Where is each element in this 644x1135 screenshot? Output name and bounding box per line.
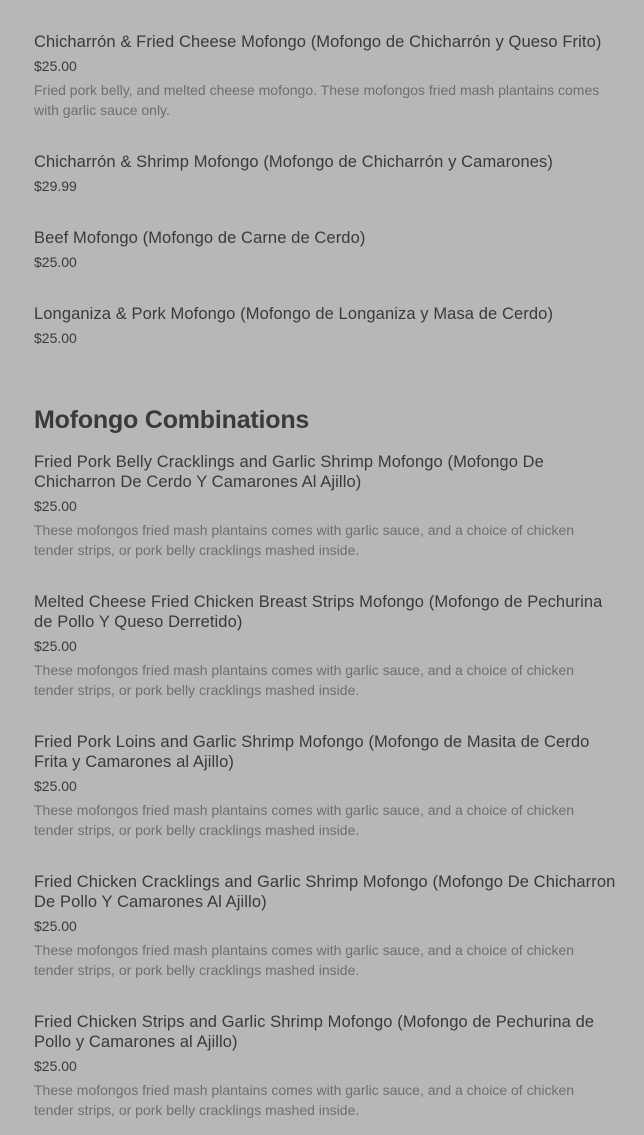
menu-item-price: $29.99: [34, 178, 77, 194]
menu-item-price: $25.00: [34, 778, 77, 794]
menu-item-name: Melted Cheese Fried Chicken Breast Strips Mofongo (Mofongo de Pechurina de Pollo Y Queso Derretido): [34, 593, 603, 631]
menu-item-name: Chicharrón & Fried Cheese Mofongo (Mofongo de Chicharrón y Queso Frito): [34, 33, 602, 51]
menu-item[interactable]: [34, 872, 616, 980]
menu-item-price: $25.00: [34, 498, 77, 514]
menu-item-name: Fried Chicken Strips and Garlic Shrimp Mofongo (Mofongo de Pechurina de Pollo y Camarones al Ajillo): [34, 1013, 595, 1051]
menu-item-name: Longaniza & Pork Mofongo (Mofongo de Longaniza y Masa de Cerdo): [34, 305, 554, 323]
menu-item-name: Beef Mofongo (Mofongo de Carne de Cerdo): [34, 229, 366, 247]
menu-item-name: Fried Pork Belly Cracklings and Garlic Shrimp Mofongo (Mofongo De Chicharron De Cerdo Y Camarones Al Ajillo): [34, 453, 544, 491]
menu-item[interactable]: [34, 304, 616, 347]
menu-item-description: These mofongos fried mash plantains comes with garlic sauce, and a choice of chicken tender strips, or pork belly cracklings mashed inside.: [34, 522, 575, 558]
menu-item-price: $25.00: [34, 638, 77, 654]
menu-item-price: $25.00: [34, 254, 77, 270]
menu-item-price: $25.00: [34, 1058, 77, 1074]
menu-item-description: These mofongos fried mash plantains comes with garlic sauce, and a choice of chicken tender strips, or pork belly cracklings mashed inside.: [34, 802, 575, 838]
menu-item-name: Fried Pork Loins and Garlic Shrimp Mofongo (Mofongo de Masita de Cerdo Frita y Camarones al Ajillo): [34, 733, 590, 771]
section-title: Mofongo Combinations: [34, 406, 310, 434]
menu-item-description: These mofongos fried mash plantains comes with garlic sauce, and a choice of chicken tender strips, or pork belly cracklings mashed inside.: [34, 1082, 575, 1118]
menu-item-name: Fried Chicken Cracklings and Garlic Shrimp Mofongo (Mofongo De Chicharron De Pollo Y Camarones Al Ajillo): [34, 873, 616, 911]
menu-item[interactable]: [34, 732, 616, 840]
menu-item-description: These mofongos fried mash plantains comes with garlic sauce, and a choice of chicken tender strips, or pork belly cracklings mashed inside.: [34, 662, 575, 698]
menu-item-description: These mofongos fried mash plantains comes with garlic sauce, and a choice of chicken tender strips, or pork belly cracklings mashed inside.: [34, 942, 575, 978]
menu-item-price: $25.00: [34, 330, 77, 346]
menu-item[interactable]: [34, 592, 616, 700]
menu-item-description: Fried pork belly, and melted cheese mofongo. These mofongos fried mash plantains comes with garlic sauce only.: [34, 82, 600, 118]
menu-item[interactable]: [34, 1012, 616, 1120]
menu-item[interactable]: [34, 452, 616, 560]
menu-item[interactable]: [34, 228, 616, 271]
menu-item[interactable]: [34, 32, 616, 120]
menu-item[interactable]: [34, 152, 616, 195]
menu-item-name: Chicharrón & Shrimp Mofongo (Mofongo de Chicharrón y Camarones): [34, 153, 553, 171]
menu-item-price: $25.00: [34, 918, 77, 934]
menu-item-price: $25.00: [34, 58, 77, 74]
